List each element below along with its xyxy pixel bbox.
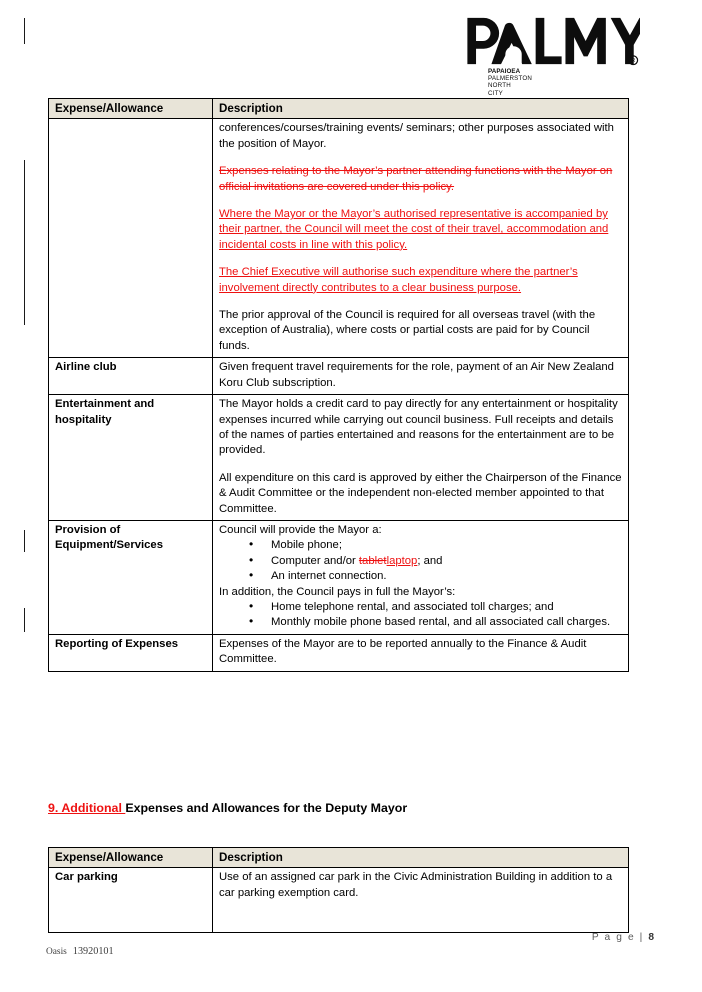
- row-description: [213, 358, 629, 395]
- column-header-description: Description: [213, 848, 629, 868]
- section-heading-9: [48, 800, 648, 816]
- row-label: Reporting of Expenses: [49, 634, 213, 671]
- equipment-bullet-list-1: [219, 538, 622, 584]
- equipment-intro-2: In addition, the Council pays in full the Mayor’s:: [219, 585, 456, 598]
- row-description: [213, 395, 629, 521]
- column-header-expense: Expense/Allowance: [49, 848, 213, 868]
- page-number: 8: [648, 932, 654, 943]
- row-label: Airline club: [49, 358, 213, 395]
- paragraph-plain: conferences/courses/training events/ seminars; other purposes associated with the position of Mayor.: [219, 122, 614, 150]
- row-description: [213, 520, 629, 634]
- revision-change-bar-4: [24, 608, 25, 632]
- paragraph-inserted: The Chief Executive will authorise such expenditure where the partner’s involvement directly contributes to a clear business purpose.: [219, 266, 578, 294]
- row-description: [213, 868, 629, 932]
- paragraph-plain: Given frequent travel requirements for the role, payment of an Air New Zealand Koru Club subscription.: [219, 361, 614, 389]
- bullet-text: Mobile phone;: [271, 539, 342, 552]
- column-header-description: Description: [213, 99, 629, 119]
- paragraph-plain: All expenditure on this card is approved by either the Chairperson of the Finance & Audit Committee or the independent non-elected member appointed to that Committee.: [219, 471, 622, 515]
- page-number-footer: [592, 932, 654, 943]
- oasis-number: 13920101: [72, 946, 114, 957]
- page-label: P a g e |: [591, 932, 644, 943]
- paragraph-deleted: Expenses relating to the Mayor’s partner attending functions with the Mayor on official invitations are covered under this policy.: [219, 165, 613, 193]
- palmy-wordmark-icon: [464, 16, 640, 66]
- paragraph-plain: The Mayor holds a credit card to pay directly for any entertainment or hospitality expenses incurred while carrying out council business. Full receipts and details of the names of parties entertained and reasons for the entertainment are to be provided.: [219, 398, 618, 457]
- palmy-logo: [464, 16, 654, 97]
- revision-change-bar-1: [24, 18, 25, 44]
- table-header-row: [49, 99, 629, 119]
- list-item: [249, 569, 622, 584]
- equipment-intro-1: Council will provide the Mayor a:: [219, 523, 382, 536]
- paragraph-plain: Use of an assigned car park in the Civic Administration Building in addition to a car parking exemption card.: [219, 871, 613, 899]
- table-row: [49, 358, 629, 395]
- paragraph-plain: The prior approval of the Council is required for all overseas travel (with the exception of Australia), where costs or partial costs are paid for by Council funds.: [219, 309, 596, 352]
- heading-text: Expenses and Allowances for the Deputy Mayor: [125, 801, 408, 815]
- logo-subtext-line3: NORTH: [488, 82, 511, 90]
- oasis-label: Oasis: [46, 947, 67, 957]
- revision-change-bar-2: [24, 160, 25, 325]
- svg-text:R: R: [631, 58, 636, 65]
- table-row: [49, 395, 629, 521]
- logo-subtext: [488, 68, 654, 97]
- row-description: [213, 634, 629, 671]
- bullet-text-tail: ; and: [417, 554, 443, 567]
- deleted-word: tablet: [358, 554, 387, 567]
- logo-subtext-line4: CITY: [488, 89, 503, 97]
- row-label: Provision of Equipment/Services: [49, 520, 213, 634]
- bullet-text: Computer and/or: [271, 554, 359, 567]
- column-header-expense: Expense/Allowance: [49, 99, 213, 119]
- deputy-mayor-expenses-table: [48, 847, 629, 933]
- table-row: [49, 119, 629, 358]
- paragraph-inserted: Where the Mayor or the Mayor’s authorised representative is accompanied by their partner, the Council will meet the cost of their travel, accommodation and incidental costs in line with this policy.: [219, 208, 609, 251]
- table-row: [49, 634, 629, 671]
- list-item: • Monthly mobile phone based rental, and all associated call charges.: [249, 615, 622, 630]
- list-item: [249, 554, 622, 569]
- row-label: [49, 119, 213, 358]
- revision-change-bar-3: [24, 530, 25, 552]
- list-item: [249, 538, 622, 553]
- oasis-reference-footer: [46, 946, 114, 957]
- table-row: [49, 868, 629, 932]
- table-row: [49, 520, 629, 634]
- paragraph-plain: Expenses of the Mayor are to be reported annually to the Finance & Audit Committee.: [219, 637, 587, 666]
- bullet-text: An internet connection.: [271, 570, 387, 583]
- logo-subtext-line2: PALMERSTON: [488, 75, 533, 83]
- row-label: Entertainment and hospitality: [49, 395, 213, 521]
- row-description: [213, 119, 629, 358]
- logo-subtext-line1: PAPAIOEA: [488, 68, 521, 75]
- list-item: • Home telephone rental, and associated toll charges; and: [249, 600, 622, 615]
- heading-number-inserted: 9. Additional: [48, 801, 126, 815]
- inserted-word: laptop: [386, 554, 418, 567]
- equipment-bullet-list-2: [219, 600, 622, 631]
- row-label: Car parking: [49, 868, 213, 932]
- mayor-expenses-table: [48, 98, 629, 672]
- table-header-row: [49, 848, 629, 868]
